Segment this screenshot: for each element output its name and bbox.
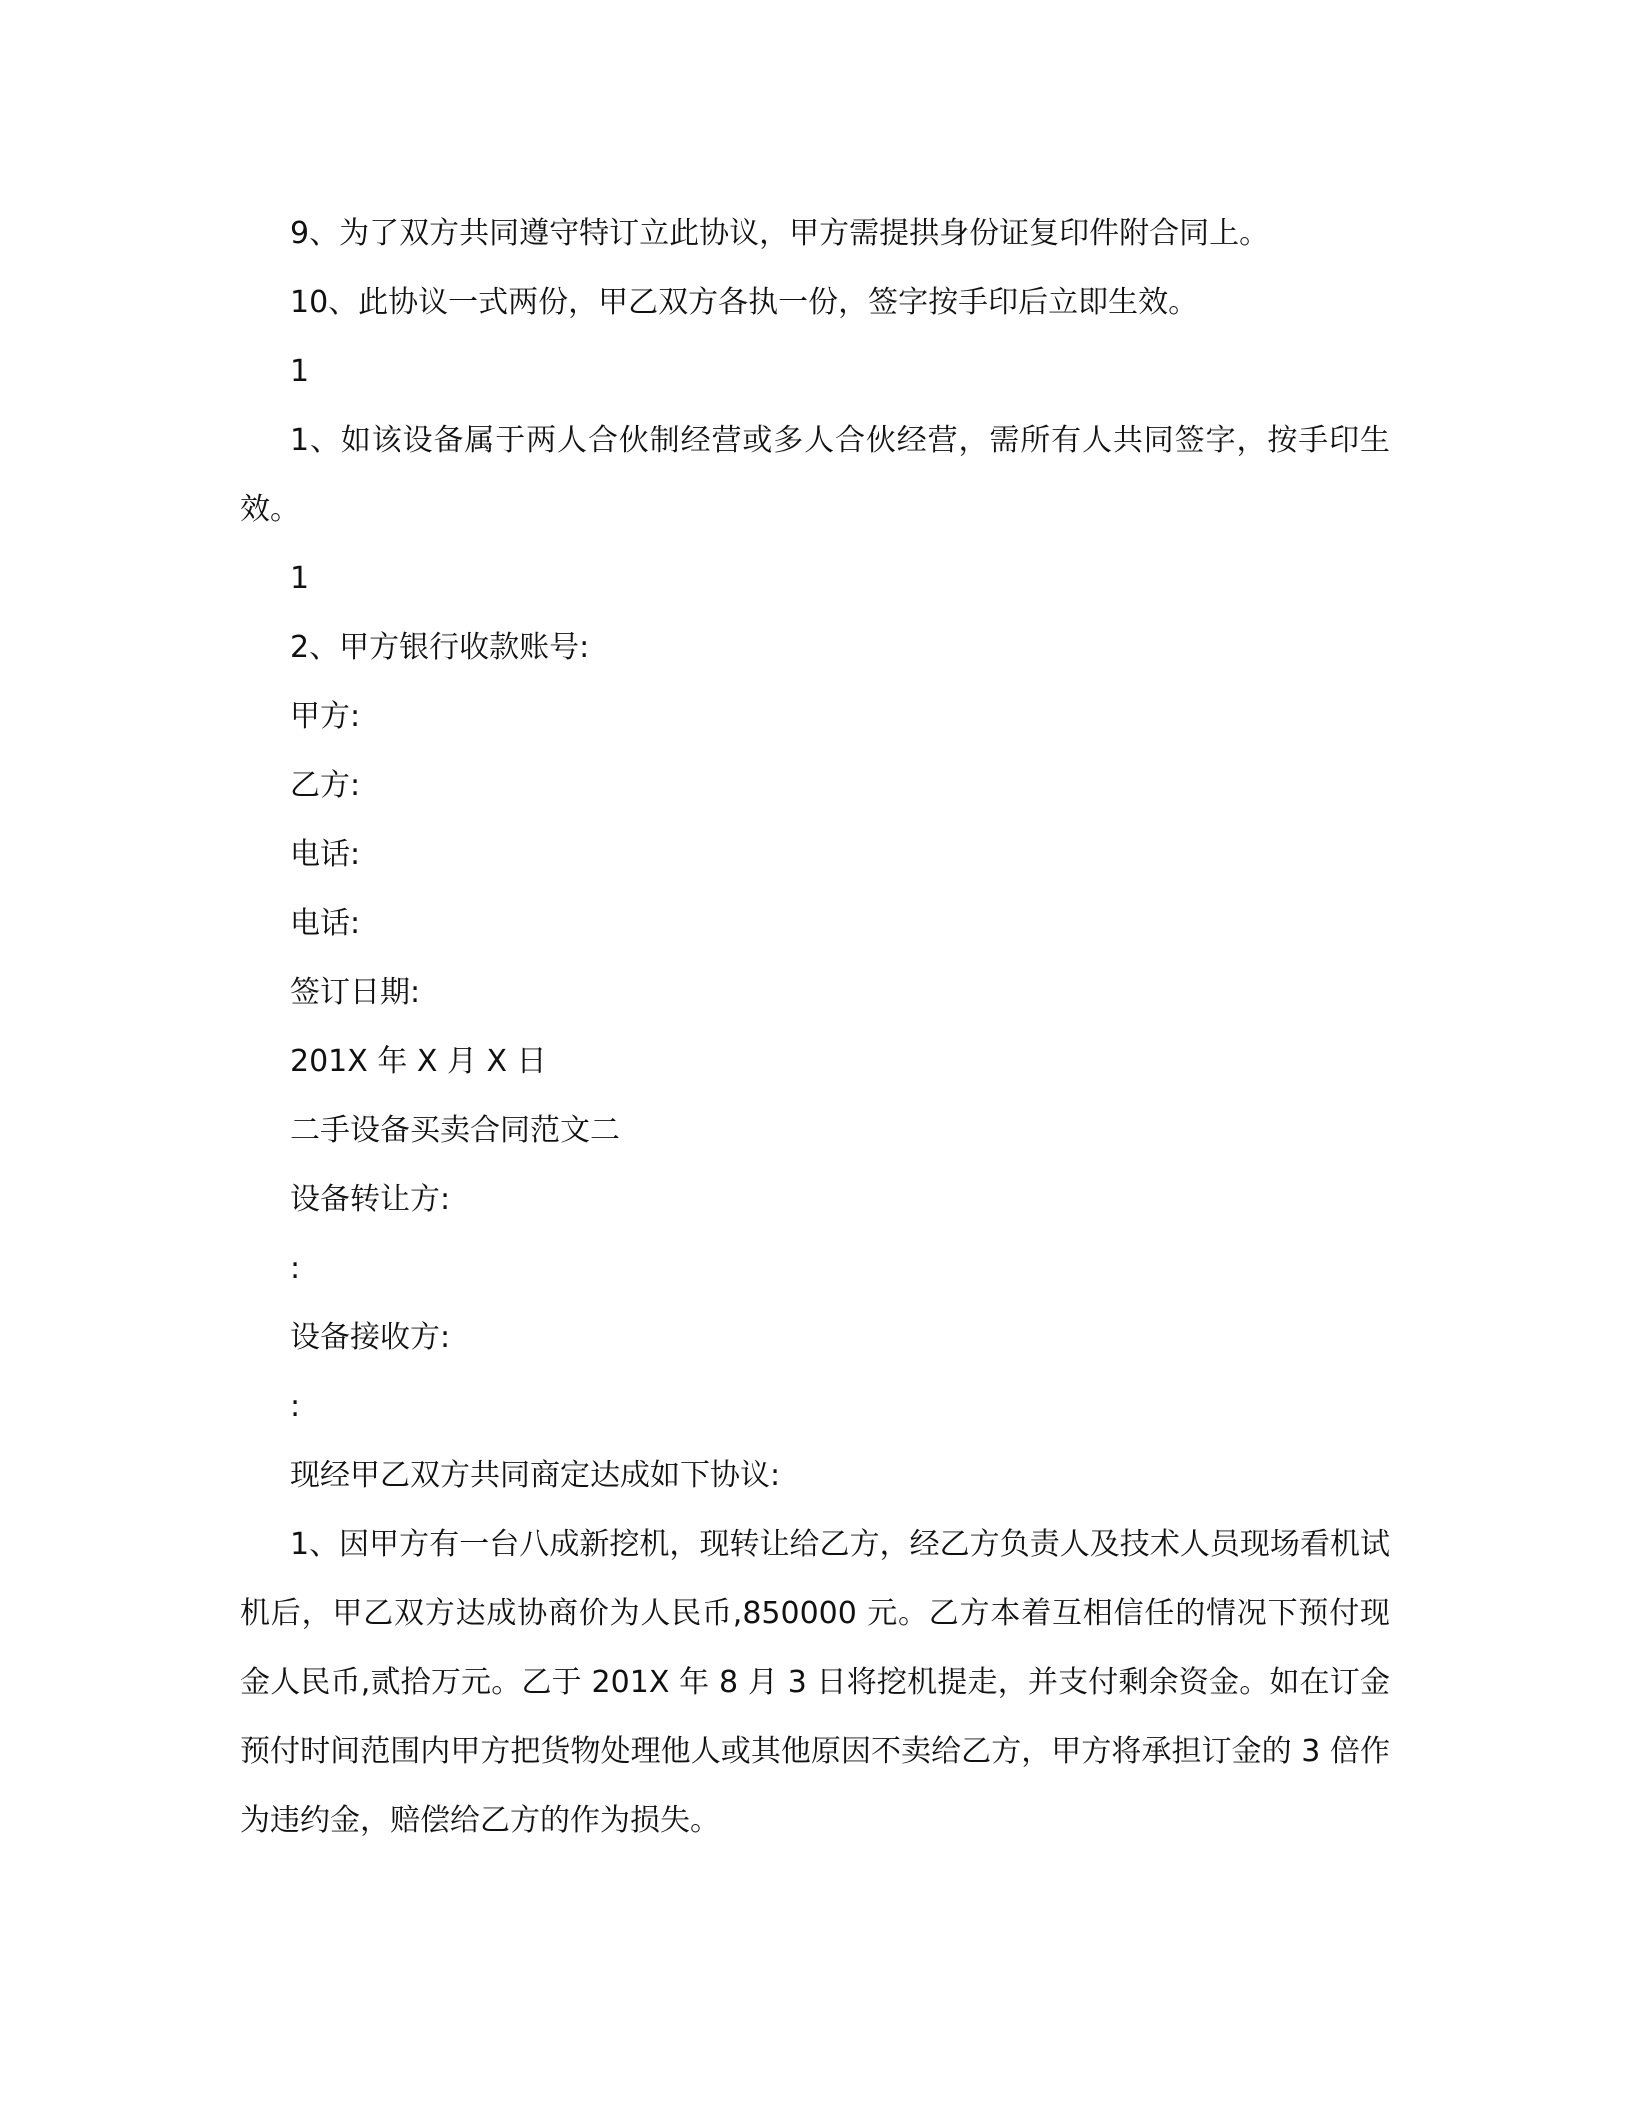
clause-9: 9、为了双方共同遵守特订立此协议，甲方需提拱身份证复印件附合同上。 (290, 216, 1270, 251)
transferor-label: 设备转让方: (290, 1182, 451, 1217)
bank-account-label: 2、甲方银行收款账号: (290, 630, 590, 665)
section-title: 二手设备买卖合同范文二 (290, 1113, 620, 1148)
transferor-value: : (290, 1251, 301, 1286)
clause-10: 10、此协议一式两份，甲乙双方各执一份，签字按手印后立即生效。 (290, 285, 1199, 320)
partnership-clause: 1、如该设备属于两人合伙制经营或多人合伙经营，需所有人共同签字，按手印生效。 (240, 423, 1390, 527)
transferee-label: 设备接收方: (290, 1320, 451, 1355)
signing-date-label: 签订日期: (290, 975, 421, 1010)
signing-date-value: 201X 年 X 月 X 日 (290, 1044, 547, 1079)
phone-label: 电话: (290, 906, 361, 941)
transferee-value: : (290, 1389, 301, 1424)
agreement-intro: 现经甲乙双方共同商定达成如下协议: (290, 1458, 781, 1493)
party-a-label: 甲方: (290, 699, 361, 734)
sale-clause-1: 1、因甲方有一台八成新挖机，现转让给乙方，经乙方负责人及技术人员现场看机试机后，甲乙双方达成协商价为人民币,850000 元。乙方本着互相信任的情况下预付现金人民币,贰拾万元。乙于 201X 年 8 月 3 日将挖机提走，并支付剩余资金。如在订金预付时间范围内甲方把货物处理他人或其他原因不卖给乙方，甲方将承担订金的 3 倍作为违约金，赔偿给乙方的作为损失。 (240, 1527, 1390, 1838)
page-number: 1 (290, 561, 310, 596)
party-b-label: 乙方: (290, 768, 361, 803)
phone-label: 电话: (290, 837, 361, 872)
page-number: 1 (290, 354, 310, 389)
document-body (240, 199, 1390, 1855)
